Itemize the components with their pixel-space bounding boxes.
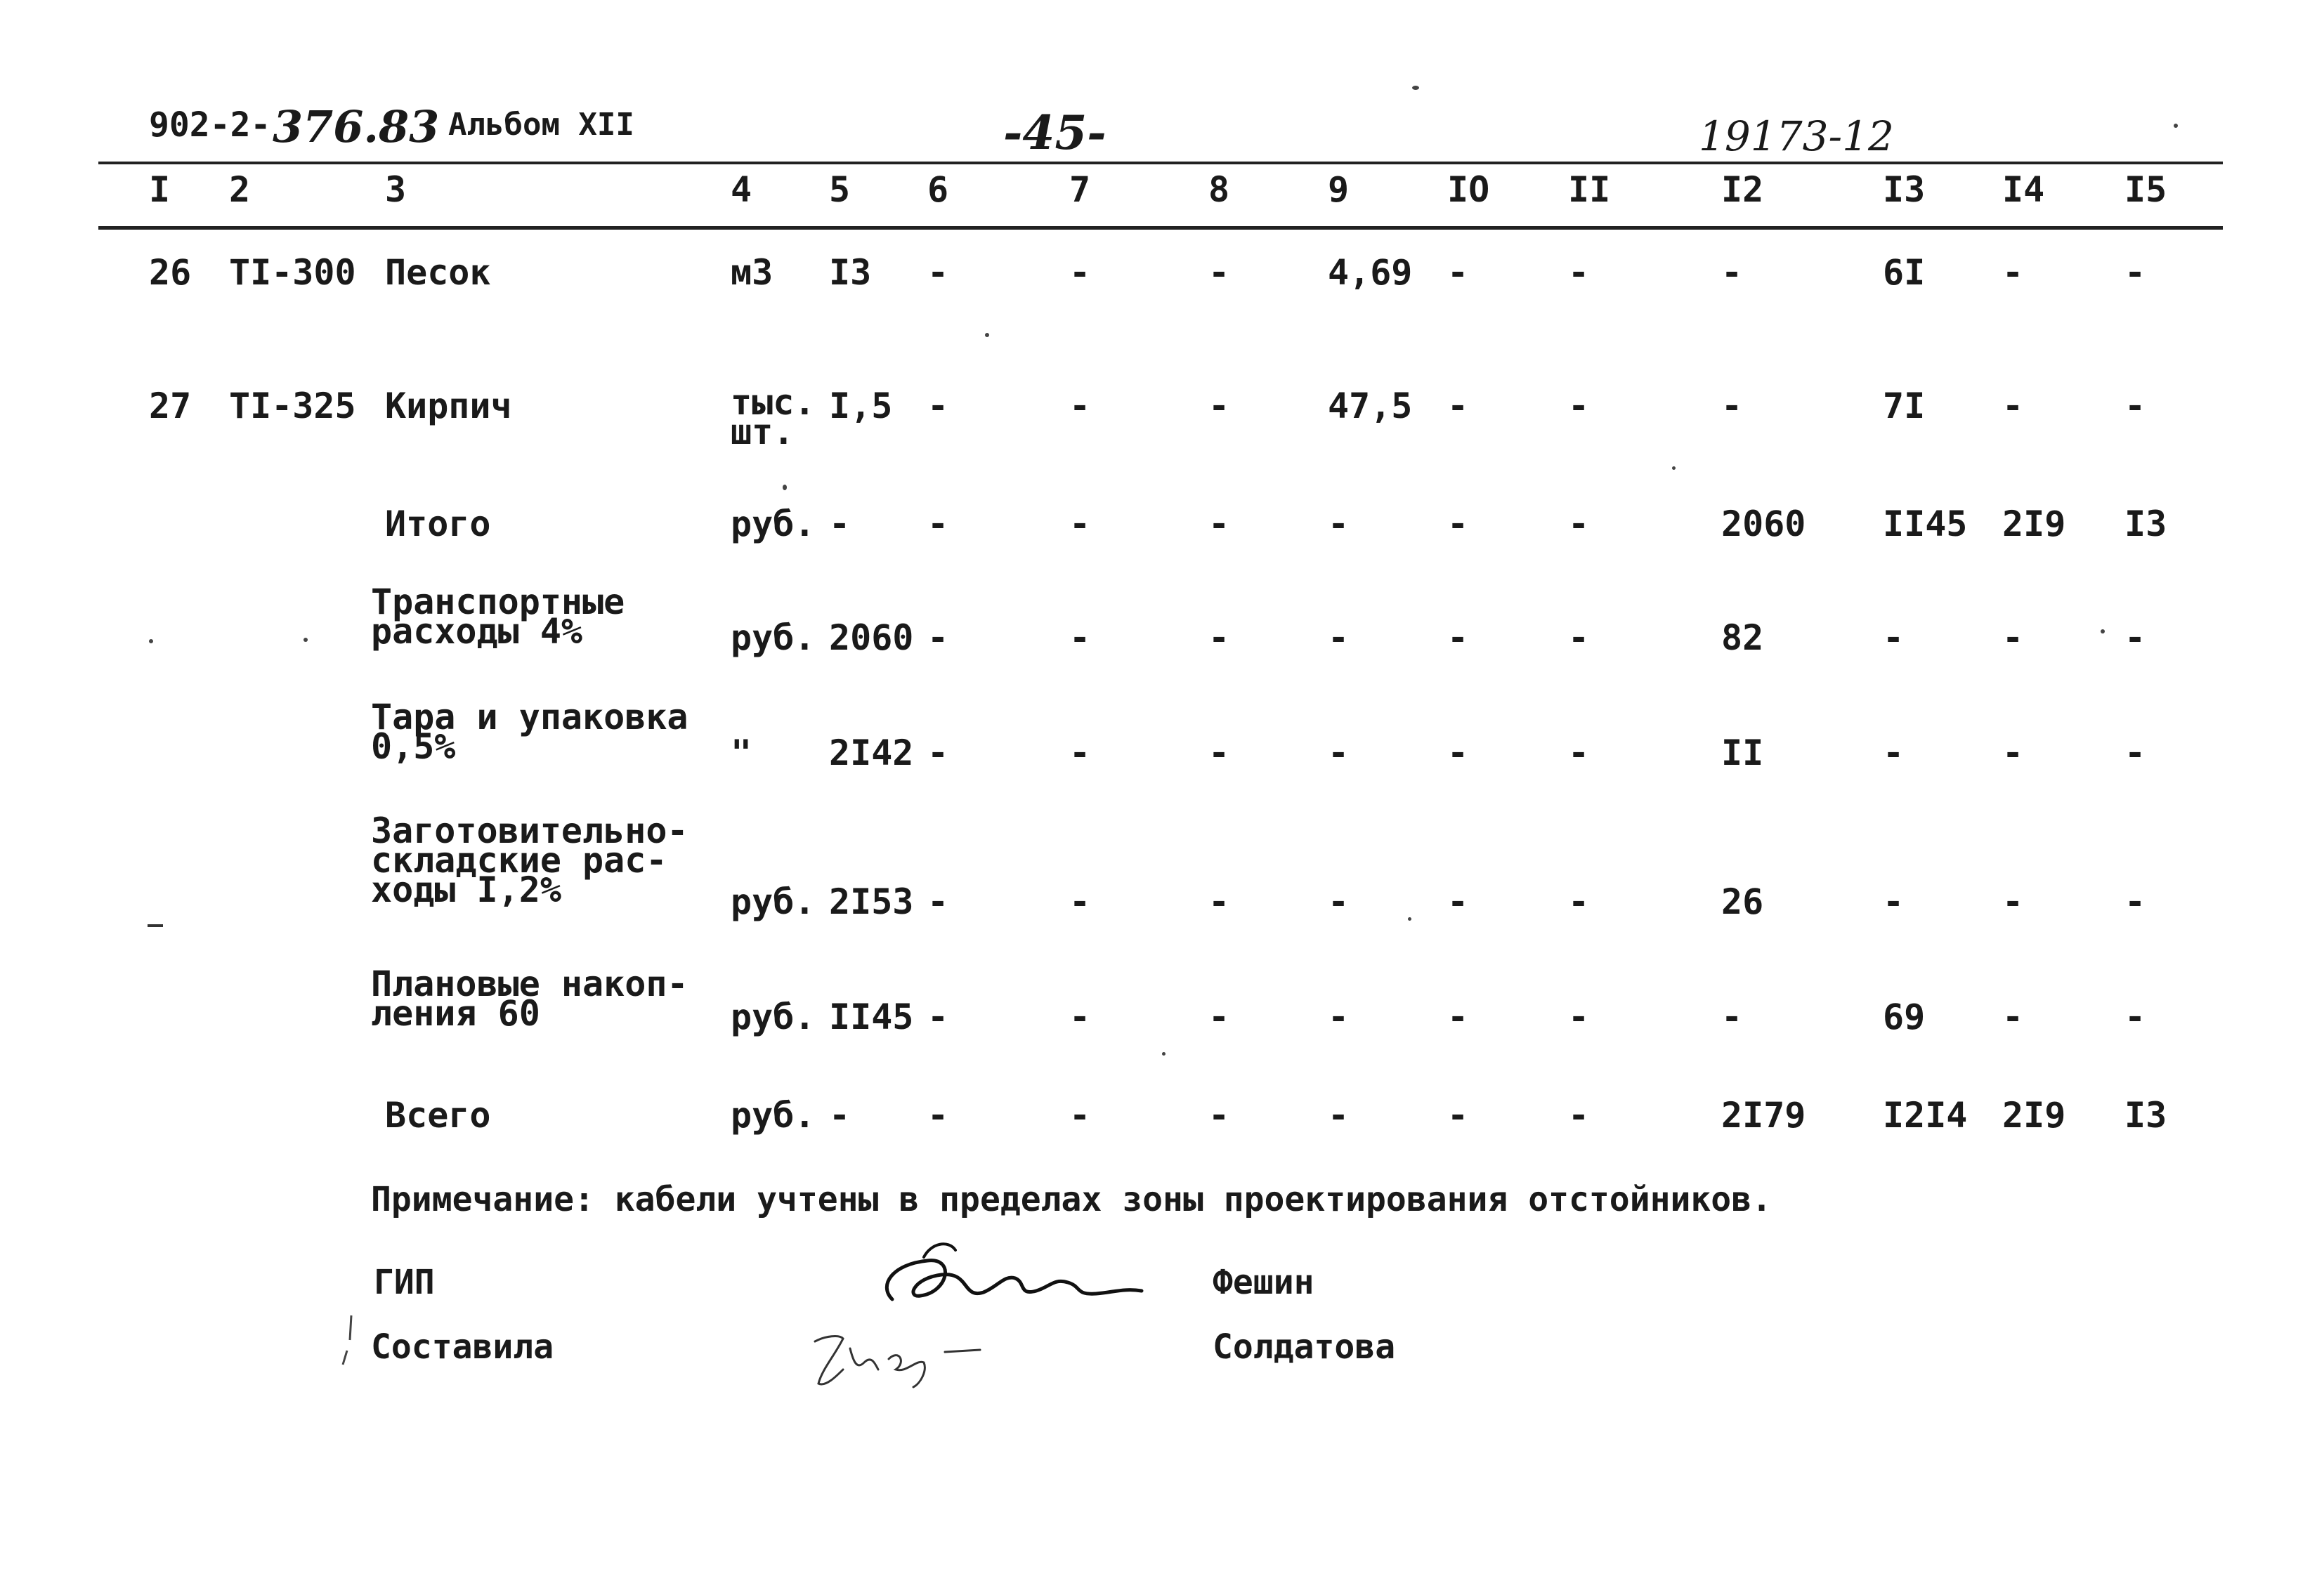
table-cell-col-13: II45 [1883, 504, 1968, 544]
table-cell-col-12: 2060 [1721, 504, 1806, 544]
table-cell-col-13: 6I [1883, 252, 1926, 293]
table-cell-col-10: - [1447, 504, 1469, 544]
table-cell-col-3: Песок [385, 252, 491, 293]
table-cell-col-5: 2060 [829, 617, 914, 658]
scan-speck [1672, 466, 1676, 470]
table-cell-col-11: - [1568, 733, 1590, 773]
table-cell-col-6: - [927, 504, 949, 544]
column-header: 5 [829, 169, 851, 210]
column-header: 9 [1328, 169, 1350, 210]
table-cell-col-10: - [1447, 1095, 1469, 1136]
table-cell-col-3: Кирпич [385, 386, 512, 426]
table-cell-col-6: - [927, 1095, 949, 1136]
scan-speck [303, 638, 308, 642]
table-cell-col-4: м3 [731, 252, 773, 293]
table-cell-col-5: I,5 [829, 386, 893, 426]
column-header: II [1568, 169, 1611, 210]
table-cell-col-12: II [1721, 733, 1764, 773]
table-cell-col-11: - [1568, 997, 1590, 1037]
table-cell-col-7: - [1069, 386, 1091, 426]
table-cell-col-12: - [1721, 997, 1743, 1037]
table-cell-col-12: 26 [1721, 881, 1764, 922]
table-cell-col-9: - [1328, 733, 1350, 773]
table-cell-col-15: - [2124, 252, 2146, 293]
table-cell-col-4: руб. [731, 504, 816, 544]
table-cell-col-9: - [1328, 504, 1350, 544]
table-cell-col-14: - [2002, 386, 2024, 426]
table-cell-col-10: - [1447, 386, 1469, 426]
table-cell-col-5: II45 [829, 997, 914, 1037]
column-header: I3 [1883, 169, 1926, 210]
column-header: 2 [229, 169, 251, 210]
table-cell-col-3: Тара и упаковка 0,5% [371, 697, 688, 767]
doc-code-handwritten: 376.83 [273, 101, 440, 152]
page-number: -45- [1003, 105, 1106, 160]
table-cell-col-8: - [1208, 617, 1230, 658]
scan-speck [783, 485, 787, 490]
table-cell-col-7: - [1069, 881, 1091, 922]
table-cell-col-3: Плановые накоп- ления 60 [371, 964, 688, 1034]
table-cell-col-9: - [1328, 1095, 1350, 1136]
table-cell-col-5: 2I42 [829, 733, 914, 773]
table-cell-col-8: - [1208, 881, 1230, 922]
table-cell-col-8: - [1208, 386, 1230, 426]
table-cell-col-13: - [1883, 881, 1905, 922]
table-cell-col-14: - [2002, 617, 2024, 658]
table-cell-col-12: 2I79 [1721, 1095, 1806, 1136]
table-cell-col-4: руб. [731, 1095, 816, 1136]
table-cell-col-13: 7I [1883, 386, 1926, 426]
table-cell-col-12: - [1721, 252, 1743, 293]
gip-signature [864, 1236, 1145, 1320]
table-cell-col-15: - [2124, 881, 2146, 922]
table-cell-col-14: - [2002, 733, 2024, 773]
table-cell-col-1: 26 [149, 252, 192, 293]
column-header: I5 [2124, 169, 2167, 210]
table-cell-col-9: - [1328, 617, 1350, 658]
compiled-label: Составила [371, 1327, 554, 1367]
table-cell-col-9: - [1328, 881, 1350, 922]
doc-code-prefix: 902-2- [149, 105, 271, 145]
table-cell-col-15: - [2124, 386, 2146, 426]
table-cell-col-4: тыс. шт. [731, 382, 816, 452]
table-cell-col-8: - [1208, 733, 1230, 773]
compiled-signature [801, 1320, 1005, 1398]
table-cell-col-7: - [1069, 997, 1091, 1037]
table-cell-col-14: - [2002, 881, 2024, 922]
scan-speck [149, 639, 153, 643]
table-cell-col-3: Заготовительно- складские рас- ходы I,2% [371, 810, 688, 910]
column-header: 6 [927, 169, 949, 210]
table-cell-col-13: - [1883, 733, 1905, 773]
column-header: 8 [1208, 169, 1230, 210]
table-cell-col-14: 2I9 [2002, 504, 2066, 544]
table-cell-col-3: Транспортные расходы 4% [371, 582, 625, 652]
table-cell-col-11: - [1568, 386, 1590, 426]
table-cell-col-4: руб. [731, 881, 816, 922]
table-cell-col-13: - [1883, 617, 1905, 658]
column-header: I [149, 169, 171, 210]
table-cell-col-2: TI-325 [229, 386, 356, 426]
table-cell-col-6: - [927, 997, 949, 1037]
table-cell-col-7: - [1069, 733, 1091, 773]
table-cell-col-7: - [1069, 504, 1091, 544]
table-cell-col-15: - [2124, 733, 2146, 773]
table-cell-col-5: I3 [829, 252, 872, 293]
margin-tick [337, 1312, 365, 1368]
column-header: 4 [731, 169, 752, 210]
table-cell-col-9: - [1328, 997, 1350, 1037]
scan-speck [2174, 124, 2178, 128]
table-cell-col-10: - [1447, 997, 1469, 1037]
table-cell-col-4: руб. [731, 617, 816, 658]
table-cell-col-14: - [2002, 252, 2024, 293]
gip-label: ГИП [374, 1263, 435, 1302]
column-header: IO [1447, 169, 1490, 210]
column-header: I2 [1721, 169, 1764, 210]
table-cell-col-13: 69 [1883, 997, 1926, 1037]
table-cell-col-15: I3 [2124, 1095, 2167, 1136]
table-cell-col-10: - [1447, 617, 1469, 658]
table-cell-col-8: - [1208, 504, 1230, 544]
table-cell-col-6: - [927, 881, 949, 922]
table-cell-col-9: 47,5 [1328, 386, 1413, 426]
table-cell-col-6: - [927, 386, 949, 426]
scan-speck [1162, 1052, 1166, 1056]
table-cell-col-13: I2I4 [1883, 1095, 1968, 1136]
table-cell-col-5: 2I53 [829, 881, 914, 922]
table-cell-col-3: Итого [385, 504, 491, 544]
table-cell-col-14: 2I9 [2002, 1095, 2066, 1136]
table-cell-col-11: - [1568, 252, 1590, 293]
column-header: 3 [385, 169, 407, 210]
table-cell-col-10: - [1447, 252, 1469, 293]
table-cell-col-12: 82 [1721, 617, 1764, 658]
table-cell-col-14: - [2002, 997, 2024, 1037]
table-cell-col-3: Всего [385, 1095, 491, 1136]
table-cell-col-6: - [927, 617, 949, 658]
table-cell-col-8: - [1208, 1095, 1230, 1136]
table-cell-col-10: - [1447, 881, 1469, 922]
table-cell-col-6: - [927, 733, 949, 773]
scan-speck [1408, 917, 1411, 921]
column-header: 7 [1069, 169, 1091, 210]
scan-speck [985, 333, 989, 337]
table-cell-col-15: - [2124, 997, 2146, 1037]
table-cell-col-4: руб. [731, 997, 816, 1037]
table-cell-col-11: - [1568, 1095, 1590, 1136]
table-cell-col-11: - [1568, 504, 1590, 544]
table-cell-col-15: - [2124, 617, 2146, 658]
table-cell-col-12: - [1721, 386, 1743, 426]
scan-speck [1412, 86, 1419, 90]
gip-name: Фешин [1213, 1263, 1314, 1302]
scan-speck [2101, 629, 2105, 633]
table-cell-col-5: - [829, 1095, 851, 1136]
table-cell-col-4: " [731, 733, 752, 773]
album-label: Альбом XII [448, 107, 634, 143]
table-cell-col-2: TI-300 [229, 252, 356, 293]
table-cell-col-6: - [927, 252, 949, 293]
header-bottom-rule [98, 226, 2223, 230]
compiled-name: Солдатова [1213, 1327, 1396, 1367]
table-cell-col-11: - [1568, 617, 1590, 658]
ref-number: 19173-12 [1699, 112, 1894, 160]
footnote: Примечание: кабели учтены в пределах зоны проектирования отстойников. [371, 1180, 1772, 1219]
table-cell-col-1: 27 [149, 386, 192, 426]
table-cell-col-7: - [1069, 1095, 1091, 1136]
top-rule [98, 162, 2223, 164]
table-cell-col-7: - [1069, 252, 1091, 293]
table-cell-col-8: - [1208, 997, 1230, 1037]
table-cell-col-9: 4,69 [1328, 252, 1413, 293]
table-cell-col-11: - [1568, 881, 1590, 922]
table-cell-col-15: I3 [2124, 504, 2167, 544]
column-header: I4 [2002, 169, 2045, 210]
table-cell-col-10: - [1447, 733, 1469, 773]
table-cell-col-5: - [829, 504, 851, 544]
table-cell-col-8: - [1208, 252, 1230, 293]
scan-dash [148, 924, 163, 927]
table-cell-col-7: - [1069, 617, 1091, 658]
